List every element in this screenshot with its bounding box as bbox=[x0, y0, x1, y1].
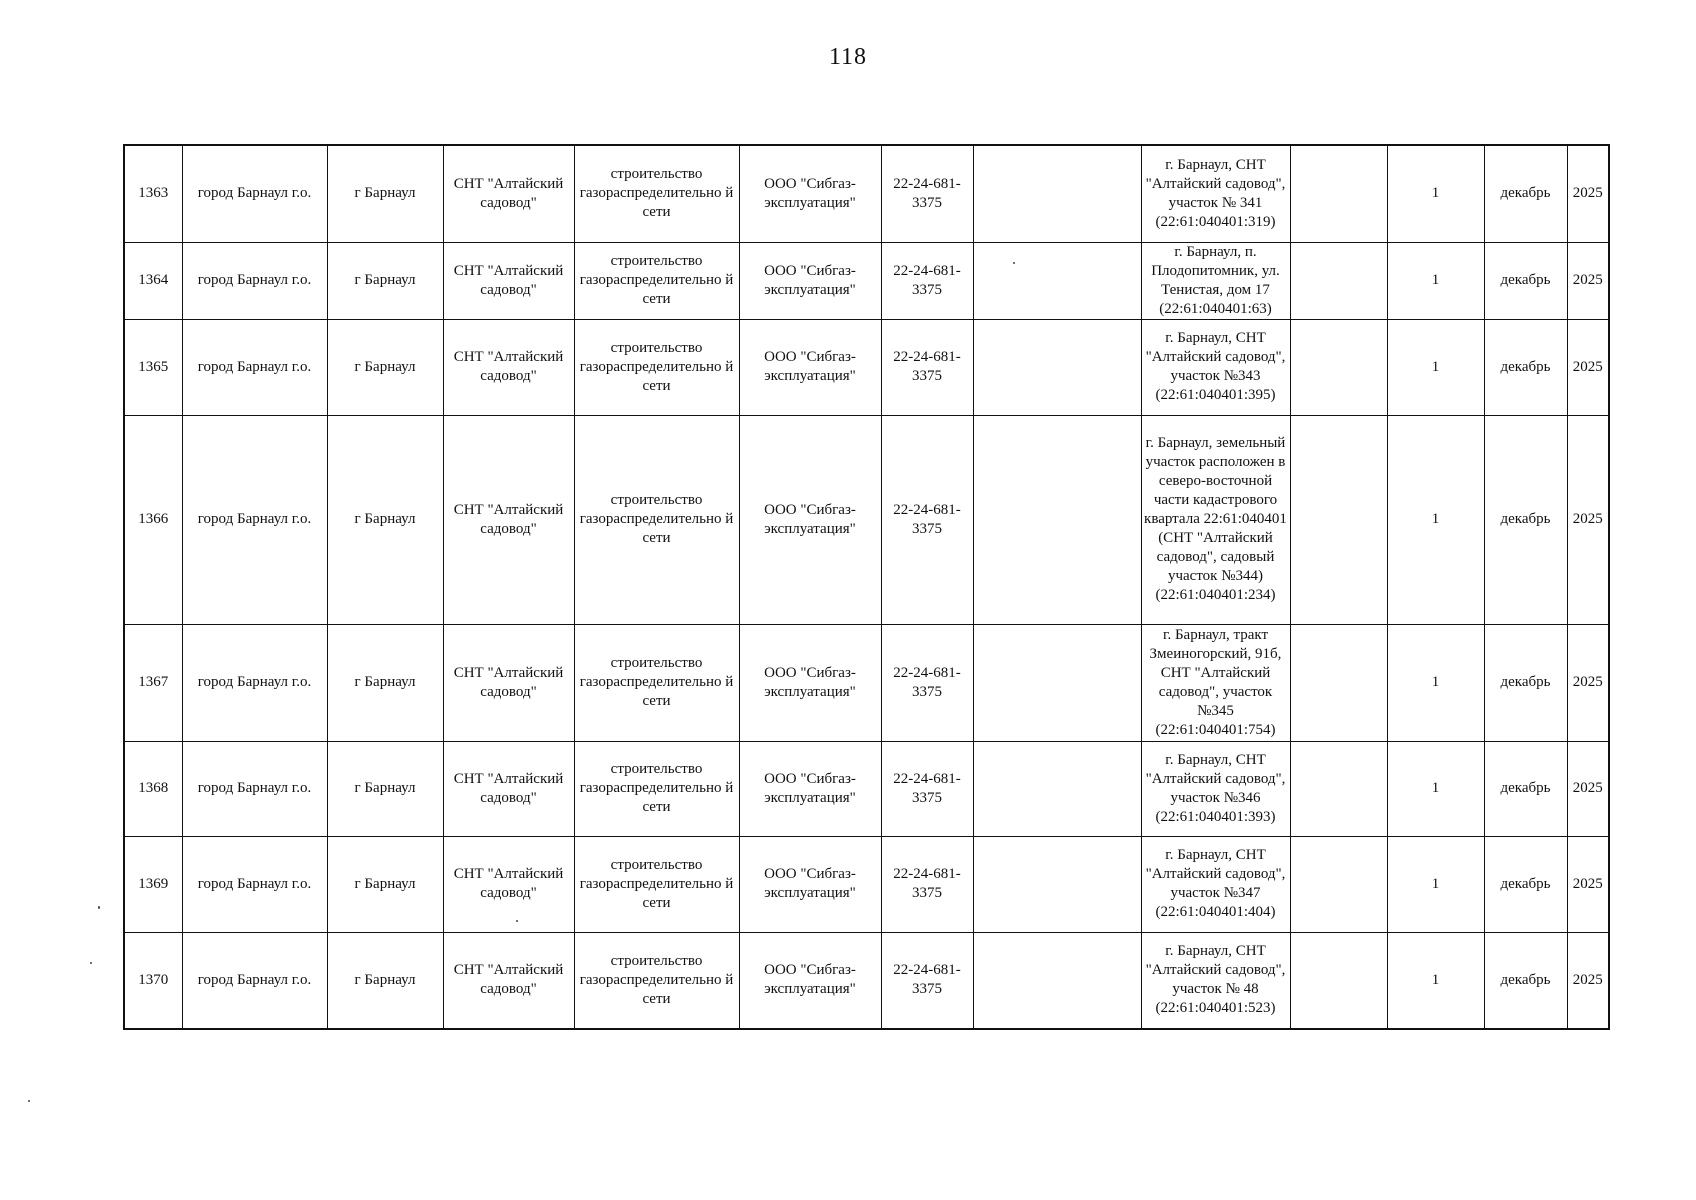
scan-speck bbox=[1013, 262, 1015, 264]
cell-year: 2025 bbox=[1567, 145, 1609, 242]
cell-phone: 22-24-681-3375 bbox=[881, 319, 973, 415]
cell-object: СНТ "Алтайский садовод" bbox=[443, 932, 574, 1029]
cell-year: 2025 bbox=[1567, 624, 1609, 741]
cell-municipality: город Барнаул г.о. bbox=[182, 741, 327, 836]
cell-municipality: город Барнаул г.о. bbox=[182, 415, 327, 624]
cell-phone: 22-24-681-3375 bbox=[881, 836, 973, 932]
cell-phone: 22-24-681-3375 bbox=[881, 741, 973, 836]
table-row bbox=[124, 836, 1609, 932]
cell-operator: ООО "Сибгаз-эксплуатация" bbox=[739, 624, 881, 741]
cell-number: 1364 bbox=[124, 242, 182, 319]
cell-year: 2025 bbox=[1567, 741, 1609, 836]
cell-quantity: 1 bbox=[1387, 741, 1484, 836]
cell-municipality: город Барнаул г.о. bbox=[182, 319, 327, 415]
cell-quantity: 1 bbox=[1387, 319, 1484, 415]
cell-locality: г Барнаул bbox=[327, 836, 443, 932]
cell-address: г. Барнаул, СНТ "Алтайский садовод", участок № 48 (22:61:040401:523) bbox=[1141, 932, 1290, 1029]
cell-municipality: город Барнаул г.о. bbox=[182, 242, 327, 319]
cell-address: г. Барнаул, п. Плодопитомник, ул. Тенистая, дом 17 (22:61:040401:63) bbox=[1141, 242, 1290, 319]
page-number: 118 bbox=[828, 44, 868, 70]
cell-locality: г Барнаул bbox=[327, 741, 443, 836]
cell-empty bbox=[1290, 932, 1387, 1029]
table-row bbox=[124, 741, 1609, 836]
cell-empty bbox=[973, 242, 1141, 319]
cell-empty bbox=[973, 741, 1141, 836]
cell-operator: ООО "Сибгаз-эксплуатация" bbox=[739, 836, 881, 932]
cell-phone: 22-24-681-3375 bbox=[881, 242, 973, 319]
cell-phone: 22-24-681-3375 bbox=[881, 624, 973, 741]
cell-number: 1367 bbox=[124, 624, 182, 741]
cell-quantity: 1 bbox=[1387, 145, 1484, 242]
cell-empty bbox=[973, 932, 1141, 1029]
cell-operator: ООО "Сибгаз-эксплуатация" bbox=[739, 242, 881, 319]
cell-empty bbox=[973, 624, 1141, 741]
cell-empty bbox=[973, 415, 1141, 624]
cell-empty bbox=[973, 319, 1141, 415]
cell-municipality: город Барнаул г.о. bbox=[182, 932, 327, 1029]
cell-operator: ООО "Сибгаз-эксплуатация" bbox=[739, 319, 881, 415]
cell-month: декабрь bbox=[1484, 242, 1567, 319]
cell-operator: ООО "Сибгаз-эксплуатация" bbox=[739, 415, 881, 624]
cell-municipality: город Барнаул г.о. bbox=[182, 624, 327, 741]
cell-month: декабрь bbox=[1484, 145, 1567, 242]
cell-locality: г Барнаул bbox=[327, 242, 443, 319]
cell-locality: г Барнаул bbox=[327, 319, 443, 415]
cell-number: 1370 bbox=[124, 932, 182, 1029]
cell-work-type: строительство газораспределительно й сети bbox=[574, 145, 739, 242]
cell-empty bbox=[973, 836, 1141, 932]
cell-address: г. Барнаул, СНТ "Алтайский садовод", участок №343 (22:61:040401:395) bbox=[1141, 319, 1290, 415]
cell-empty bbox=[1290, 145, 1387, 242]
cell-operator: ООО "Сибгаз-эксплуатация" bbox=[739, 145, 881, 242]
cell-month: декабрь bbox=[1484, 741, 1567, 836]
table-row bbox=[124, 319, 1609, 415]
cell-empty bbox=[1290, 415, 1387, 624]
table-row bbox=[124, 145, 1609, 242]
cell-address: г. Барнаул, СНТ "Алтайский садовод", участок № 341 (22:61:040401:319) bbox=[1141, 145, 1290, 242]
cell-year: 2025 bbox=[1567, 242, 1609, 319]
table-row bbox=[124, 242, 1609, 319]
cell-year: 2025 bbox=[1567, 415, 1609, 624]
cell-address: г. Барнаул, СНТ "Алтайский садовод", участок №347 (22:61:040401:404) bbox=[1141, 836, 1290, 932]
cell-address: г. Барнаул, СНТ "Алтайский садовод", участок №346 (22:61:040401:393) bbox=[1141, 741, 1290, 836]
cell-year: 2025 bbox=[1567, 319, 1609, 415]
cell-quantity: 1 bbox=[1387, 932, 1484, 1029]
cell-month: декабрь bbox=[1484, 415, 1567, 624]
cell-work-type: строительство газораспределительно й сети bbox=[574, 624, 739, 741]
cell-number: 1369 bbox=[124, 836, 182, 932]
cell-object: СНТ "Алтайский садовод" bbox=[443, 242, 574, 319]
scan-speck bbox=[516, 920, 518, 922]
cell-locality: г Барнаул bbox=[327, 624, 443, 741]
cell-number: 1365 bbox=[124, 319, 182, 415]
cell-month: декабрь bbox=[1484, 319, 1567, 415]
cell-locality: г Барнаул bbox=[327, 932, 443, 1029]
cell-object: СНТ "Алтайский садовод" bbox=[443, 741, 574, 836]
cell-number: 1366 bbox=[124, 415, 182, 624]
cell-month: декабрь bbox=[1484, 624, 1567, 741]
cell-empty bbox=[1290, 242, 1387, 319]
cell-work-type: строительство газораспределительно й сети bbox=[574, 932, 739, 1029]
cell-object: СНТ "Алтайский садовод" bbox=[443, 319, 574, 415]
cell-object: СНТ "Алтайский садовод" bbox=[443, 415, 574, 624]
cell-object: СНТ "Алтайский садовод" bbox=[443, 624, 574, 741]
cell-work-type: строительство газораспределительно й сети bbox=[574, 415, 739, 624]
cell-work-type: строительство газораспределительно й сети bbox=[574, 741, 739, 836]
cell-municipality: город Барнаул г.о. bbox=[182, 836, 327, 932]
cell-work-type: строительство газораспределительно й сети bbox=[574, 836, 739, 932]
cell-phone: 22-24-681-3375 bbox=[881, 415, 973, 624]
gasification-registry-table bbox=[123, 144, 1610, 1030]
cell-operator: ООО "Сибгаз-эксплуатация" bbox=[739, 932, 881, 1029]
cell-object: СНТ "Алтайский садовод" bbox=[443, 145, 574, 242]
cell-address: г. Барнаул, тракт Змеиногорский, 91б, СНТ "Алтайский садовод", участок №345 (22:61:040401:754) bbox=[1141, 624, 1290, 741]
cell-empty bbox=[1290, 741, 1387, 836]
cell-number: 1363 bbox=[124, 145, 182, 242]
cell-work-type: строительство газораспределительно й сети bbox=[574, 242, 739, 319]
cell-phone: 22-24-681-3375 bbox=[881, 145, 973, 242]
table-row bbox=[124, 624, 1609, 741]
cell-number: 1368 bbox=[124, 741, 182, 836]
cell-month: декабрь bbox=[1484, 836, 1567, 932]
table-row bbox=[124, 932, 1609, 1029]
scan-speck bbox=[98, 906, 100, 909]
cell-empty bbox=[1290, 319, 1387, 415]
cell-quantity: 1 bbox=[1387, 624, 1484, 741]
cell-month: декабрь bbox=[1484, 932, 1567, 1029]
scan-speck bbox=[90, 962, 92, 964]
cell-quantity: 1 bbox=[1387, 836, 1484, 932]
cell-empty bbox=[1290, 836, 1387, 932]
cell-quantity: 1 bbox=[1387, 242, 1484, 319]
table-body bbox=[124, 145, 1609, 1029]
cell-phone: 22-24-681-3375 bbox=[881, 932, 973, 1029]
scan-speck bbox=[28, 1100, 30, 1102]
cell-empty bbox=[973, 145, 1141, 242]
cell-locality: г Барнаул bbox=[327, 145, 443, 242]
cell-address: г. Барнаул, земельный участок расположен в северо-восточной части кадастрового квартала 22:61:040401 (СНТ "Алтайский садовод", садовый участок №344) (22:61:040401:234) bbox=[1141, 415, 1290, 624]
cell-operator: ООО "Сибгаз-эксплуатация" bbox=[739, 741, 881, 836]
cell-quantity: 1 bbox=[1387, 415, 1484, 624]
cell-municipality: город Барнаул г.о. bbox=[182, 145, 327, 242]
cell-year: 2025 bbox=[1567, 932, 1609, 1029]
cell-locality: г Барнаул bbox=[327, 415, 443, 624]
cell-work-type: строительство газораспределительно й сети bbox=[574, 319, 739, 415]
cell-year: 2025 bbox=[1567, 836, 1609, 932]
table-row bbox=[124, 415, 1609, 624]
cell-empty bbox=[1290, 624, 1387, 741]
cell-object: СНТ "Алтайский садовод" bbox=[443, 836, 574, 932]
